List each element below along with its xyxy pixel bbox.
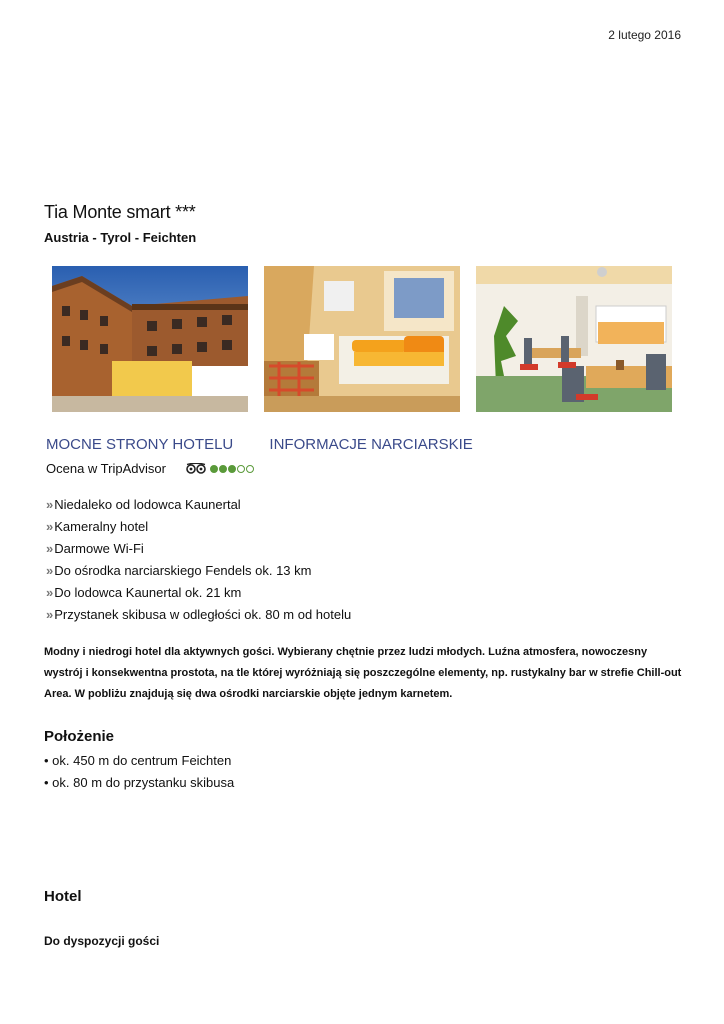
double-chevron-icon: » (46, 519, 51, 534)
tab-strengths[interactable]: MOCNE STRONY HOTELU (46, 436, 234, 453)
tab-ski-info[interactable]: INFORMACJE NARCIARSKIE (269, 436, 473, 453)
strength-item (46, 518, 351, 540)
double-chevron-icon: » (46, 585, 51, 600)
rating-bubble-empty (237, 465, 245, 473)
location-item: • ok. 450 m do centrum Feichten (44, 753, 232, 768)
rating-bubble-filled (228, 465, 236, 473)
section-tabs (46, 436, 505, 453)
hotel-description: Modny i niedrogi hotel dla aktywnych gości. Wybierany chętnie przez ludzi młodych. Luźna atmosfera, nowoczesny wystrój i konsekwentna prostota, na tle której wyróżniają się poszczególne elementy, np. rustykalny bar w strefie Chill-out Area. W pobliżu znajdują się dwa ośrodki narciarskie objęte jednym karnetem. (44, 646, 682, 700)
hotel-section-title: Hotel (44, 888, 82, 905)
hotel-name: Tia Monte smart *** (44, 202, 196, 222)
double-chevron-icon: » (46, 497, 51, 512)
hotel-room-photo (264, 266, 460, 412)
strength-label: Do ośrodka narciarskiego Fendels ok. 13 km (54, 563, 312, 578)
strength-label: Darmowe Wi-Fi (54, 541, 144, 556)
rating-bubble-empty (246, 465, 254, 473)
hotel-exterior-photo (52, 266, 248, 412)
strength-item (46, 562, 351, 584)
strength-item (46, 584, 351, 606)
hotel-location: Austria - Tyrol - Feichten (44, 230, 197, 245)
rating-bubble-filled (219, 465, 227, 473)
rating-bubble-filled (210, 465, 218, 473)
document-date: 2 lutego 2016 (608, 28, 681, 42)
tripadvisor-badge[interactable] (186, 463, 254, 474)
amenities-subtitle: Do dyspozycji gości (44, 934, 160, 948)
double-chevron-icon: » (46, 541, 51, 556)
double-chevron-icon: » (46, 563, 51, 578)
location-section-title: Położenie (44, 728, 115, 745)
strength-item (46, 540, 351, 562)
strength-label: Kameralny hotel (54, 519, 149, 534)
location-list (44, 752, 234, 796)
rating-bubbles (209, 465, 254, 473)
hotel-restaurant-photo (476, 266, 672, 412)
tripadvisor-owl-icon (186, 463, 206, 474)
strength-label: Do lodowca Kaunertal ok. 21 km (54, 585, 242, 600)
strength-item (46, 606, 351, 628)
location-item: • ok. 80 m do przystanku skibusa (44, 775, 235, 790)
strengths-list (46, 496, 351, 628)
tripadvisor-rating (46, 461, 254, 476)
strength-label: Niedaleko od lodowca Kaunertal (54, 497, 241, 512)
photo-gallery (52, 266, 672, 412)
double-chevron-icon: » (46, 607, 51, 622)
strength-label: Przystanek skibusa w odległości ok. 80 m od hotelu (54, 607, 352, 622)
tripadvisor-label: Ocena w TripAdvisor (46, 461, 166, 476)
strength-item (46, 496, 351, 518)
